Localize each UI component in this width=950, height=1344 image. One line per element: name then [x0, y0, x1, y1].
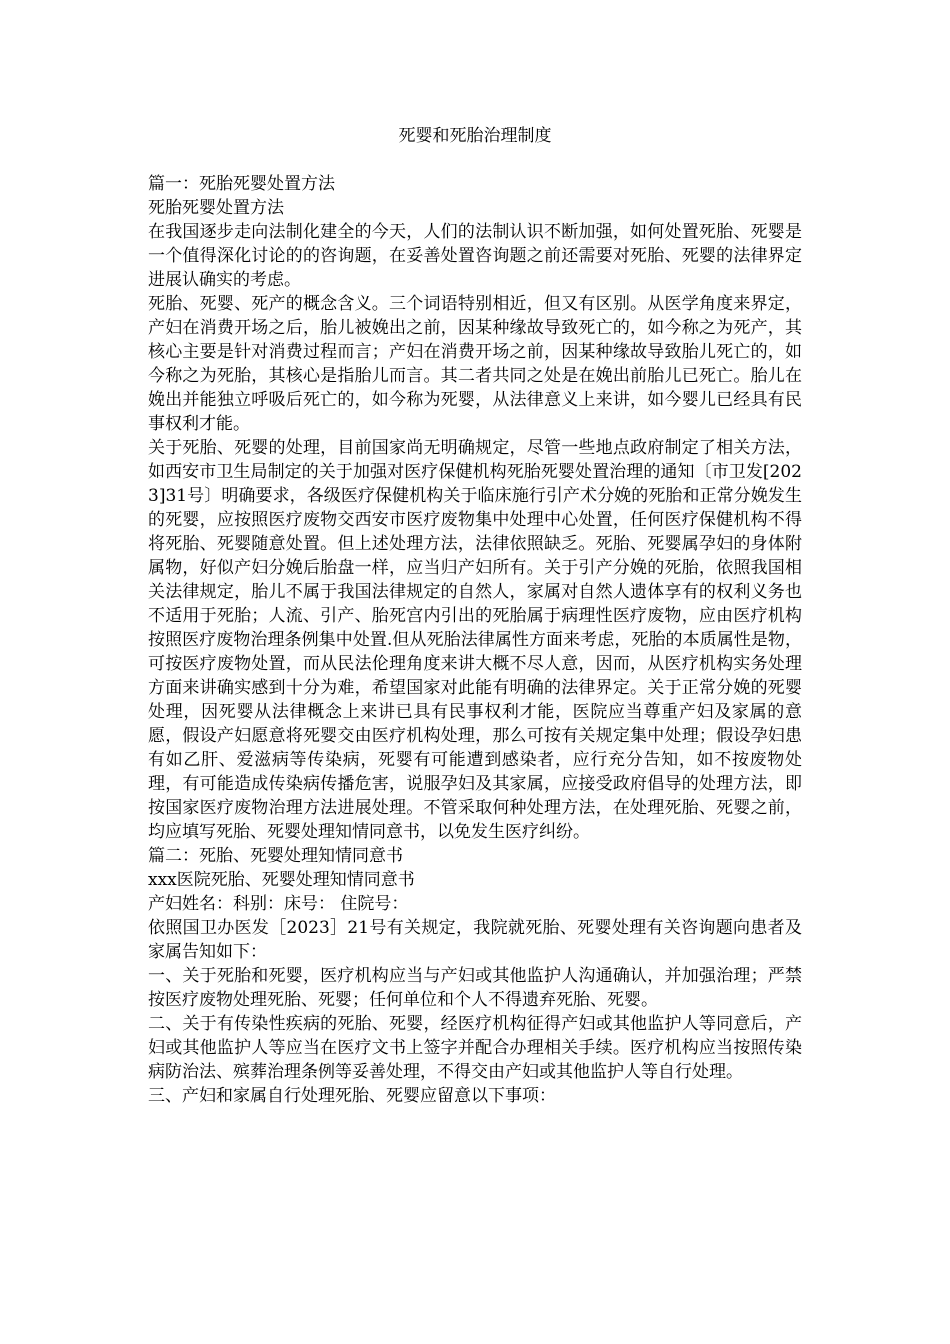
- paragraph-intro: 在我国逐步走向法制化建全的今天，人们的法制认识不断加强，如何处置死胎、死婴是一个值得深化讨论的的咨询题，在妥善处置咨询题之前还需要对死胎、死婴的法律界定进展认确实的考虑。: [148, 222, 802, 290]
- form-title: xxx医院死胎、死婴处理知情同意书: [148, 870, 415, 890]
- item-3: 三、产妇和家属自行处理死胎、死婴应留意以下事项：: [148, 1086, 556, 1106]
- section-heading-1: 篇一：死胎死婴处置方法: [148, 174, 335, 194]
- paragraph-handling: 关于死胎、死婴的处理，目前国家尚无明确规定，尽管一些地点政府制定了相关方法，如西安市卫生局制定的关于加强对医疗保健机构死胎死婴处置治理的通知〔市卫发[2023]31号〕明确要求，各级医疗保健机构关于临床施行引产术分娩的死胎和正常分娩发生的死婴，应按照医疗废物交西安市医疗废物集中处理中心处置，任何医疗保健机构不得将死胎、死婴随意处置。但上述处理方法，法律依照缺乏。死胎、死婴属孕妇的身体附属物，好似产妇分娩后胎盘一样，应当归产妇所有。关于引产分娩的死胎，依照我国相关法律规定，胎儿不属于我国法律规定的自然人，家属对自然人遗体享有的权利义务也不适用于死胎；人流、引产、胎死宫内引出的死胎属于病理性医疗废物，应由医疗机构按照医疗废物治理条例集中处置.但从死胎法律属性方面来考虑，死胎的本质属性是物，可按医疗废物处置，而从民法伦理角度来讲大概不尽人意，因而，从医疗机构实务处理方面来讲确实感到十分为难，希望国家对此能有明确的法律界定。关于正常分娩的死婴处理，因死婴从法律概念上来讲已具有民事权利才能，医院应当尊重产妇及家属的意愿，假设产妇愿意将死婴交由医疗机构处理，那么可按有关规定集中处理；假设孕妇患有如乙肝、爱滋病等传染病，死婴有可能遭到感染者，应行充分告知，如不按废物处理，有可能造成传染病传播危害，说服孕妇及其家属，应接受政府倡导的处理方法，即按国家医疗废物治理方法进展处理。不管采取何种处理方法，在处理死胎、死婴之前，均应填写死胎、死婴处理知情同意书，以免发生医疗纠纷。: [148, 438, 802, 842]
- document-body: [148, 172, 802, 1108]
- paragraph-definitions: 死胎、死婴、死产的概念含义。三个词语特别相近，但又有区别。从医学角度来界定，产妇在消费开场之后，胎儿被娩出之前，因某种缘故导致死亡的，如今称之为死产，其核心主要是针对消费过程而言；产妇在消费开场之前，因某种缘故导致胎儿死亡的，如今称之为死胎，其核心是指胎儿而言。其二者共同之处是在娩出前胎儿已死亡。胎儿在娩出并能独立呼吸后死亡的，如今称为死婴，从法律意义上来讲，如今婴儿已经具有民事权利才能。: [148, 294, 802, 434]
- section-heading-2: 篇二：死胎、死婴处理知情同意书: [148, 846, 403, 866]
- page-title: 死婴和死胎治理制度: [398, 126, 552, 146]
- subheading-1: 死胎死婴处置方法: [148, 198, 284, 218]
- paragraph-notice: 依照国卫办医发［2023］21号有关规定，我院就死胎、死婴处理有关咨询题向患者及家属告知如下：: [148, 918, 802, 962]
- item-1: 一、关于死胎和死婴，医疗机构应当与产妇或其他监护人沟通确认，并加强治理；严禁按医疗废物处理死胎、死婴；任何单位和个人不得遗弃死胎、死婴。: [148, 966, 802, 1010]
- item-2: 二、关于有传染性疾病的死胎、死婴，经医疗机构征得产妇或其他监护人等同意后，产妇或其他监护人等应当在医疗文书上签字并配合办理相关手续。医疗机构应当按照传染病防治法、殡葬治理条例等妥善处理，不得交由产妇或其他监护人等自行处理。: [148, 1014, 802, 1082]
- patient-info-line: 产妇姓名：科别：床号： 住院号：: [148, 894, 409, 914]
